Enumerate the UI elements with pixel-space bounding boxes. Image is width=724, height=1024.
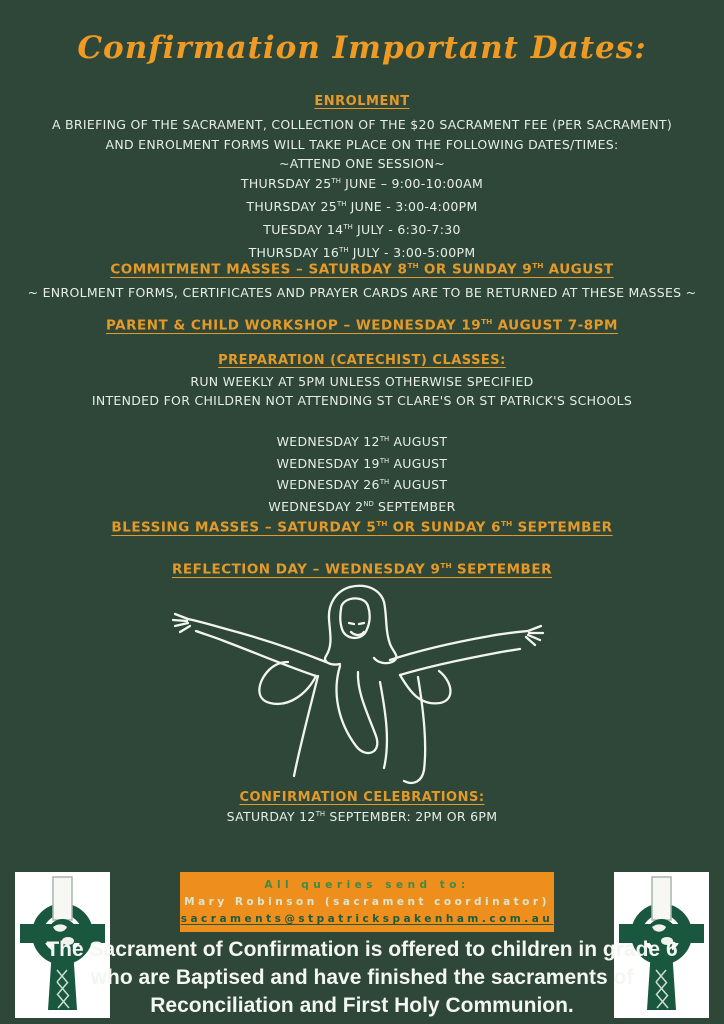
session-item: TUESDAY 14TH JULY - 6:30-7:30: [263, 222, 461, 238]
session-item: THURSDAY 25TH JUNE – 9:00-10:00AM: [240, 176, 484, 192]
enrolment-line-1: A BRIEFING OF THE SACRAMENT, COLLECTION OF THE $20 SACRAMENT FEE (PER SACRAMENT): [51, 117, 673, 132]
enrolment-line-3: ~ATTEND ONE SESSION~: [278, 156, 446, 171]
commitment-masses-heading: COMMITMENT MASSES – SATURDAY 8TH OR SUNDAY 9TH AUGUST: [110, 261, 614, 278]
session-item: THURSDAY 25TH JUNE - 3:00-4:00PM: [246, 199, 478, 215]
blessing-masses-heading: BLESSING MASSES – SATURDAY 5TH OR SUNDAY 6TH SEPTEMBER: [111, 519, 613, 536]
footer-line-1: The Sacrament of Confirmation is offered to children in grade 6: [46, 938, 678, 961]
celebrations-heading: CONFIRMATION CELEBRATIONS:: [239, 790, 485, 805]
contact-coordinator-name: Mary Robinson (sacrament coordinator): [184, 896, 550, 908]
contact-info-box: [180, 872, 554, 932]
preparation-line-2: INTENDED FOR CHILDREN NOT ATTENDING ST CLARE'S OR ST PATRICK'S SCHOOLS: [91, 393, 633, 408]
class-date-item: WEDNESDAY 2ND SEPTEMBER: [268, 499, 456, 515]
footer-line-2: who are Baptised and have finished the sacraments of: [90, 966, 634, 989]
parent-child-workshop-heading: PARENT & CHILD WORKSHOP – WEDNESDAY 19TH AUGUST 7-8PM: [106, 317, 618, 334]
class-date-item: WEDNESDAY 26TH AUGUST: [276, 477, 448, 493]
preparation-line-1: RUN WEEKLY AT 5PM UNLESS OTHERWISE SPECIFIED: [190, 374, 534, 389]
footer-line-3: Reconciliation and First Holy Communion.: [150, 994, 574, 1017]
session-item: THURSDAY 16TH JULY - 3:00-5:00PM: [248, 245, 476, 261]
jesus-open-arms-line-drawing-icon: [168, 582, 553, 788]
contact-queries-label: All queries send to:: [264, 879, 470, 891]
celebrations-detail: SATURDAY 12TH SEPTEMBER: 2PM OR 6PM: [226, 809, 498, 824]
enrolment-line-2: AND ENROLMENT FORMS WILL TAKE PLACE ON THE FOLLOWING DATES/TIMES:: [105, 137, 619, 152]
class-date-item: WEDNESDAY 19TH AUGUST: [276, 455, 448, 471]
enrolment-heading: ENROLMENT: [314, 94, 410, 109]
preparation-date-list: [0, 430, 724, 517]
page-title: Confirmation Important Dates:: [77, 30, 647, 66]
enrolment-session-list: [0, 171, 724, 264]
preparation-classes-heading: PREPARATION (CATECHIST) CLASSES:: [218, 353, 506, 368]
footer-statement: [0, 936, 724, 1020]
reflection-day-heading: REFLECTION DAY – WEDNESDAY 9TH SEPTEMBER: [172, 561, 552, 578]
contact-email-link[interactable]: sacraments@stpatrickspakenham.com.au: [180, 913, 554, 925]
class-date-item: WEDNESDAY 12TH AUGUST: [276, 434, 448, 450]
commitment-masses-note: ~ ENROLMENT FORMS, CERTIFICATES AND PRAYER CARDS ARE TO BE RETURNED AT THESE MASSES ~: [27, 285, 697, 300]
